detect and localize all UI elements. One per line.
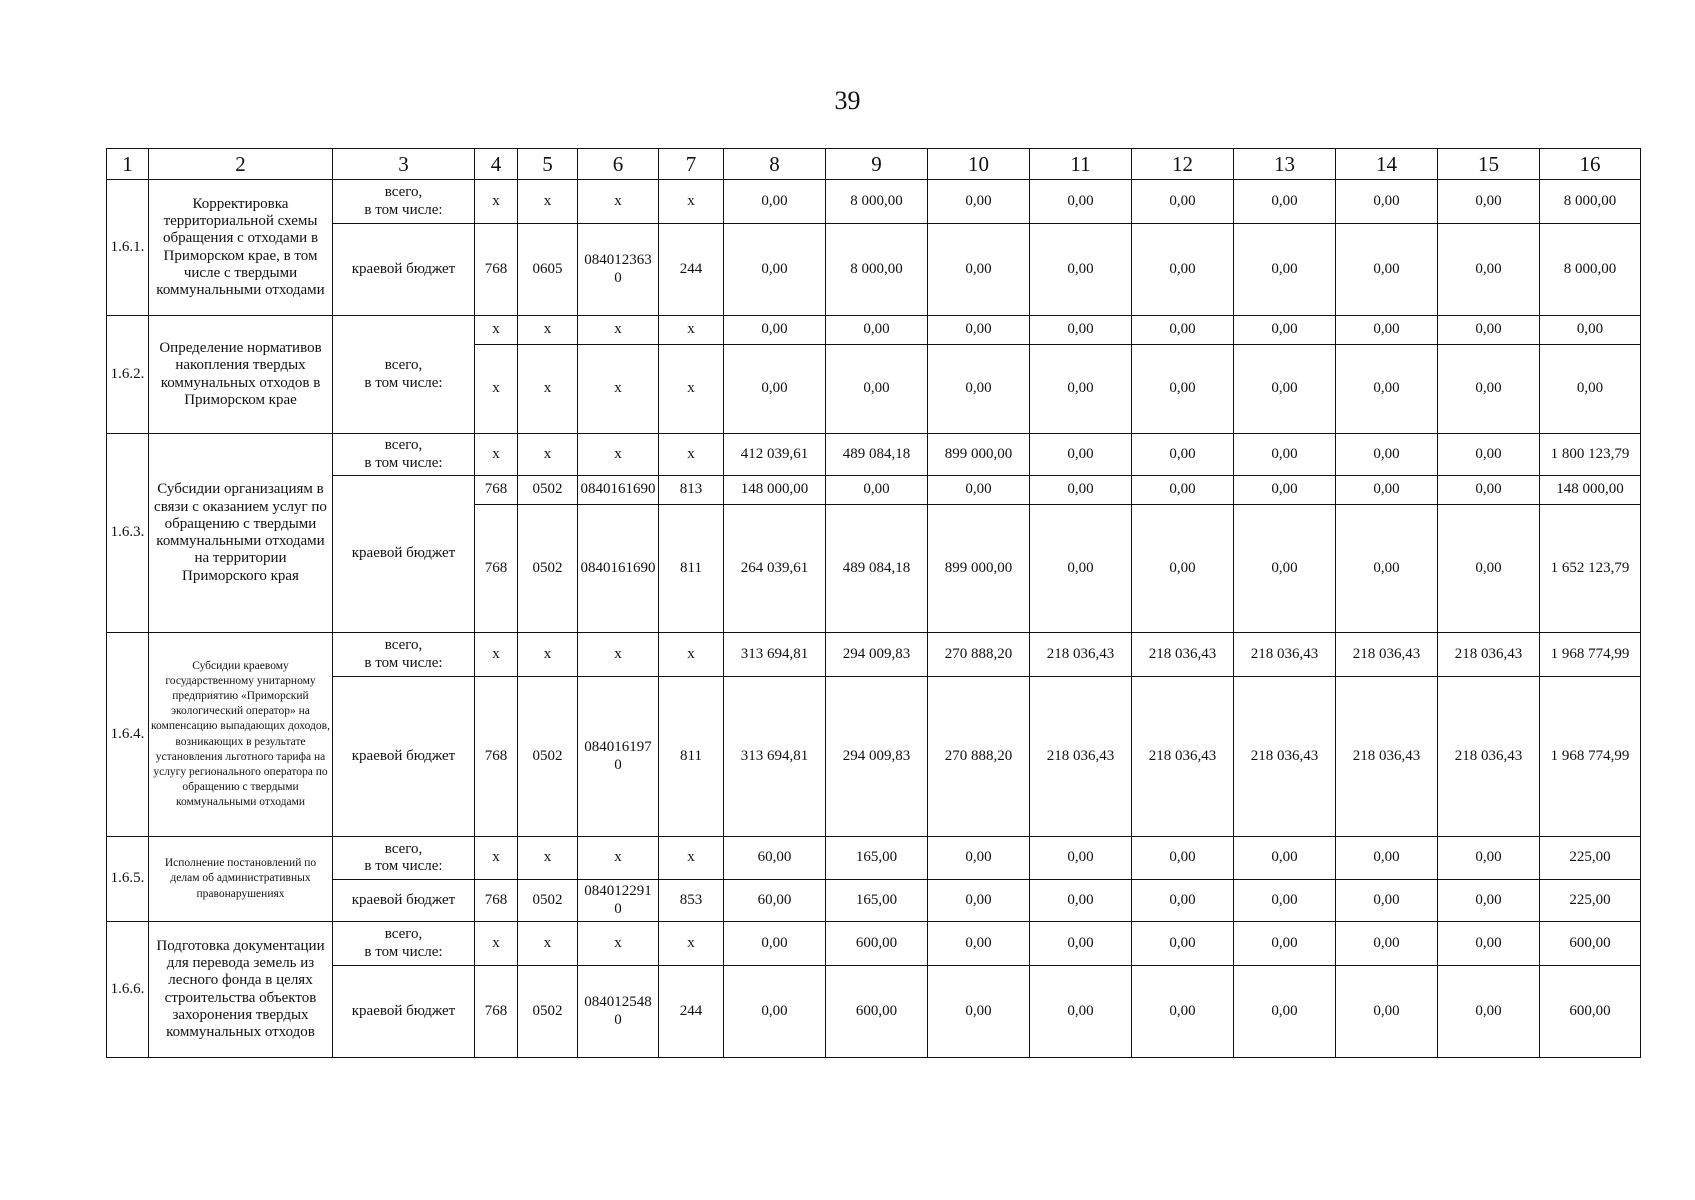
value-cell: 0,00	[1234, 880, 1336, 922]
value-cell: 218 036,43	[1438, 633, 1540, 677]
header-row	[107, 149, 1641, 180]
header-cell: 15	[1438, 149, 1540, 180]
value-cell: 225,00	[1540, 837, 1641, 880]
value-cell: 270 888,20	[928, 677, 1030, 837]
value-cell: 600,00	[826, 966, 928, 1058]
header-cell: 5	[518, 149, 578, 180]
value-cell: 244	[659, 224, 724, 316]
value-cell: 218 036,43	[1030, 677, 1132, 837]
value-cell: 60,00	[724, 880, 826, 922]
value-cell: x	[518, 180, 578, 224]
table-row	[107, 180, 1641, 224]
value-cell: 768	[475, 677, 518, 837]
value-cell: 0,00	[1234, 837, 1336, 880]
value-cell: 0,00	[1030, 434, 1132, 476]
header-cell: 2	[149, 149, 333, 180]
table-row	[107, 922, 1641, 966]
value-cell: 0,00	[1132, 316, 1234, 345]
value-cell: 768	[475, 505, 518, 633]
value-cell: 0,00	[1336, 966, 1438, 1058]
value-cell: x	[475, 316, 518, 345]
source-total: всего, в том числе:	[333, 316, 475, 434]
row-name: Корректировка территориальной схемы обращения с отходами в Приморском крае, в том числе с твердыми коммунальными отходами	[149, 180, 333, 316]
value-cell: 0,00	[1336, 505, 1438, 633]
value-cell: 0,00	[1234, 345, 1336, 434]
value-cell: 0,00	[1336, 434, 1438, 476]
header-cell: 13	[1234, 149, 1336, 180]
value-cell: 811	[659, 677, 724, 837]
value-cell: 0,00	[1234, 316, 1336, 345]
value-cell: 0,00	[826, 345, 928, 434]
source-regional: краевой бюджет	[333, 880, 475, 922]
value-cell: 60,00	[724, 837, 826, 880]
value-cell: 8 000,00	[1540, 180, 1641, 224]
value-cell: x	[475, 345, 518, 434]
table-row	[107, 224, 1641, 316]
value-cell: 600,00	[826, 922, 928, 966]
value-cell: 1 800 123,79	[1540, 434, 1641, 476]
value-cell: 0,00	[1132, 224, 1234, 316]
value-cell: 899 000,00	[928, 505, 1030, 633]
page-number: 39	[834, 86, 861, 115]
value-cell: 0,00	[1234, 505, 1336, 633]
value-cell: 0,00	[1438, 922, 1540, 966]
table-row	[107, 476, 1641, 505]
value-cell: 1 968 774,99	[1540, 677, 1641, 837]
value-cell: 0,00	[928, 880, 1030, 922]
value-cell: 0,00	[928, 316, 1030, 345]
value-cell: x	[659, 922, 724, 966]
value-cell: x	[518, 434, 578, 476]
value-cell: 489 084,18	[826, 434, 928, 476]
value-cell: 0,00	[1132, 180, 1234, 224]
header-cell: 8	[724, 149, 826, 180]
value-cell: 813	[659, 476, 724, 505]
value-cell: 0,00	[1438, 224, 1540, 316]
value-cell: 218 036,43	[1030, 633, 1132, 677]
value-cell: 768	[475, 880, 518, 922]
value-cell: 0,00	[1030, 180, 1132, 224]
value-cell: 0502	[518, 880, 578, 922]
value-cell: x	[578, 180, 659, 224]
value-cell: 0502	[518, 476, 578, 505]
row-name: Исполнение постановлений по делам об административных правонарушениях	[149, 837, 333, 922]
value-cell: 084012291 0	[578, 880, 659, 922]
value-cell: x	[659, 180, 724, 224]
value-cell: 0,00	[928, 345, 1030, 434]
value-cell: 0,00	[928, 837, 1030, 880]
value-cell: 0840161690	[578, 505, 659, 633]
value-cell: 0,00	[1438, 880, 1540, 922]
header-cell: 4	[475, 149, 518, 180]
value-cell: 084016197 0	[578, 677, 659, 837]
header-cell: 11	[1030, 149, 1132, 180]
value-cell: 0,00	[1132, 922, 1234, 966]
value-cell: 768	[475, 476, 518, 505]
value-cell: 768	[475, 966, 518, 1058]
value-cell: 0,00	[724, 966, 826, 1058]
value-cell: 0,00	[1336, 316, 1438, 345]
value-cell: 0,00	[1336, 180, 1438, 224]
value-cell: 244	[659, 966, 724, 1058]
header-cell: 9	[826, 149, 928, 180]
table-row	[107, 966, 1641, 1058]
value-cell: 148 000,00	[724, 476, 826, 505]
value-cell: x	[475, 633, 518, 677]
value-cell: 0,00	[1234, 224, 1336, 316]
value-cell: 0,00	[928, 180, 1030, 224]
value-cell: x	[659, 434, 724, 476]
value-cell: 148 000,00	[1540, 476, 1641, 505]
value-cell: 0,00	[1030, 505, 1132, 633]
value-cell: 0502	[518, 677, 578, 837]
value-cell: 294 009,83	[826, 677, 928, 837]
value-cell: 0,00	[1030, 922, 1132, 966]
value-cell: 8 000,00	[826, 180, 928, 224]
row-index: 1.6.1.	[107, 180, 149, 316]
value-cell: 0,00	[1336, 922, 1438, 966]
value-cell: 0,00	[1132, 476, 1234, 505]
value-cell: 0,00	[1132, 434, 1234, 476]
value-cell: x	[518, 345, 578, 434]
value-cell: 0,00	[928, 224, 1030, 316]
value-cell: x	[659, 316, 724, 345]
value-cell: 0,00	[826, 476, 928, 505]
row-name: Субсидии краевому государственному унитарному предприятию «Приморский экологический оператор» на компенсацию выпадающих доходов, возникающих в результате установления льготного тарифа на услугу регионального оператора по обращению с твердыми коммунальными отходами	[149, 633, 333, 837]
value-cell: 0,00	[724, 345, 826, 434]
value-cell: 0,00	[928, 966, 1030, 1058]
value-cell: 264 039,61	[724, 505, 826, 633]
value-cell: x	[475, 837, 518, 880]
value-cell: x	[475, 922, 518, 966]
value-cell: 0,00	[1336, 476, 1438, 505]
value-cell: 600,00	[1540, 922, 1641, 966]
value-cell: 218 036,43	[1234, 677, 1336, 837]
value-cell: 0,00	[1234, 476, 1336, 505]
value-cell: 0,00	[1030, 224, 1132, 316]
value-cell: 0,00	[1234, 922, 1336, 966]
value-cell: 0,00	[1438, 505, 1540, 633]
source-total: всего, в том числе:	[333, 837, 475, 880]
value-cell: 0,00	[1030, 345, 1132, 434]
value-cell: x	[578, 345, 659, 434]
value-cell: 0,00	[1438, 316, 1540, 345]
row-index: 1.6.6.	[107, 922, 149, 1058]
value-cell: x	[578, 434, 659, 476]
row-name: Подготовка документации для перевода земель из лесного фонда в целях строительства объектов захоронения твердых коммунальных отходов	[149, 922, 333, 1058]
value-cell: 294 009,83	[826, 633, 928, 677]
value-cell: 0,00	[1132, 505, 1234, 633]
source-total: всего, в том числе:	[333, 633, 475, 677]
value-cell: 218 036,43	[1132, 677, 1234, 837]
row-name: Субсидии организациям в связи с оказанием услуг по обращению с твердыми коммунальными отходами на территории Приморского края	[149, 434, 333, 633]
value-cell: 084012363 0	[578, 224, 659, 316]
value-cell: 0502	[518, 966, 578, 1058]
value-cell: x	[518, 316, 578, 345]
value-cell: 0,00	[1336, 224, 1438, 316]
value-cell: 412 039,61	[724, 434, 826, 476]
value-cell: x	[518, 633, 578, 677]
value-cell: 1 968 774,99	[1540, 633, 1641, 677]
value-cell: 0,00	[1438, 837, 1540, 880]
value-cell: x	[518, 837, 578, 880]
value-cell: 0,00	[1540, 345, 1641, 434]
value-cell: 8 000,00	[1540, 224, 1641, 316]
table-row	[107, 434, 1641, 476]
value-cell: 8 000,00	[826, 224, 928, 316]
table-row	[107, 633, 1641, 677]
value-cell: 0,00	[1336, 345, 1438, 434]
value-cell: 600,00	[1540, 966, 1641, 1058]
table-row	[107, 316, 1641, 345]
value-cell: 0,00	[724, 316, 826, 345]
value-cell: 165,00	[826, 880, 928, 922]
source-regional: краевой бюджет	[333, 677, 475, 837]
value-cell: 218 036,43	[1336, 633, 1438, 677]
source-regional: краевой бюджет	[333, 476, 475, 633]
source-regional: краевой бюджет	[333, 966, 475, 1058]
value-cell: 811	[659, 505, 724, 633]
header-cell: 16	[1540, 149, 1641, 180]
row-index: 1.6.2.	[107, 316, 149, 434]
value-cell: 0,00	[1336, 837, 1438, 880]
value-cell: x	[578, 316, 659, 345]
value-cell: 1 652 123,79	[1540, 505, 1641, 633]
header-cell: 12	[1132, 149, 1234, 180]
value-cell: 165,00	[826, 837, 928, 880]
value-cell: 0,00	[1234, 966, 1336, 1058]
value-cell: 0,00	[826, 316, 928, 345]
value-cell: 0,00	[1234, 180, 1336, 224]
row-index: 1.6.4.	[107, 633, 149, 837]
value-cell: 0,00	[928, 476, 1030, 505]
budget-table	[106, 148, 1641, 1058]
header-cell: 10	[928, 149, 1030, 180]
source-total: всего, в том числе:	[333, 180, 475, 224]
value-cell: 218 036,43	[1438, 677, 1540, 837]
value-cell: 0,00	[1234, 434, 1336, 476]
row-index: 1.6.3.	[107, 434, 149, 633]
header-cell: 7	[659, 149, 724, 180]
value-cell: 313 694,81	[724, 677, 826, 837]
value-cell: x	[475, 434, 518, 476]
value-cell: 768	[475, 224, 518, 316]
header-cell: 14	[1336, 149, 1438, 180]
row-index: 1.6.5.	[107, 837, 149, 922]
row-name: Определение нормативов накопления твердых коммунальных отходов в Приморском крае	[149, 316, 333, 434]
value-cell: 0,00	[724, 180, 826, 224]
value-cell: 0,00	[724, 224, 826, 316]
value-cell: 0,00	[1132, 837, 1234, 880]
value-cell: 853	[659, 880, 724, 922]
value-cell: 0,00	[1438, 180, 1540, 224]
value-cell: x	[475, 180, 518, 224]
value-cell: 0840161690	[578, 476, 659, 505]
value-cell: 0,00	[1438, 345, 1540, 434]
value-cell: 0,00	[1438, 476, 1540, 505]
header-cell: 3	[333, 149, 475, 180]
value-cell: 313 694,81	[724, 633, 826, 677]
value-cell: x	[659, 633, 724, 677]
value-cell: 218 036,43	[1336, 677, 1438, 837]
value-cell: 0,00	[1030, 837, 1132, 880]
value-cell: 0,00	[1438, 966, 1540, 1058]
header-cell: 1	[107, 149, 149, 180]
value-cell: 0,00	[1030, 880, 1132, 922]
value-cell: x	[578, 633, 659, 677]
source-regional: краевой бюджет	[333, 224, 475, 316]
table-row	[107, 880, 1641, 922]
value-cell: x	[578, 922, 659, 966]
value-cell: 0,00	[1030, 316, 1132, 345]
value-cell: 225,00	[1540, 880, 1641, 922]
value-cell: 0,00	[928, 922, 1030, 966]
value-cell: 0605	[518, 224, 578, 316]
value-cell: 0,00	[1030, 476, 1132, 505]
value-cell: x	[518, 922, 578, 966]
value-cell: 0,00	[1132, 966, 1234, 1058]
value-cell: x	[659, 345, 724, 434]
source-total: всего, в том числе:	[333, 922, 475, 966]
value-cell: 270 888,20	[928, 633, 1030, 677]
value-cell: 0,00	[1132, 345, 1234, 434]
value-cell: 899 000,00	[928, 434, 1030, 476]
value-cell: 218 036,43	[1132, 633, 1234, 677]
value-cell: 218 036,43	[1234, 633, 1336, 677]
value-cell: 084012548 0	[578, 966, 659, 1058]
header-cell: 6	[578, 149, 659, 180]
value-cell: 0502	[518, 505, 578, 633]
value-cell: x	[659, 837, 724, 880]
value-cell: 0,00	[1540, 316, 1641, 345]
value-cell: 0,00	[1438, 434, 1540, 476]
value-cell: 489 084,18	[826, 505, 928, 633]
value-cell: 0,00	[724, 922, 826, 966]
table-row	[107, 677, 1641, 837]
value-cell: 0,00	[1030, 966, 1132, 1058]
table-row	[107, 837, 1641, 880]
source-total: всего, в том числе:	[333, 434, 475, 476]
value-cell: 0,00	[1132, 880, 1234, 922]
value-cell: x	[578, 837, 659, 880]
value-cell: 0,00	[1336, 880, 1438, 922]
